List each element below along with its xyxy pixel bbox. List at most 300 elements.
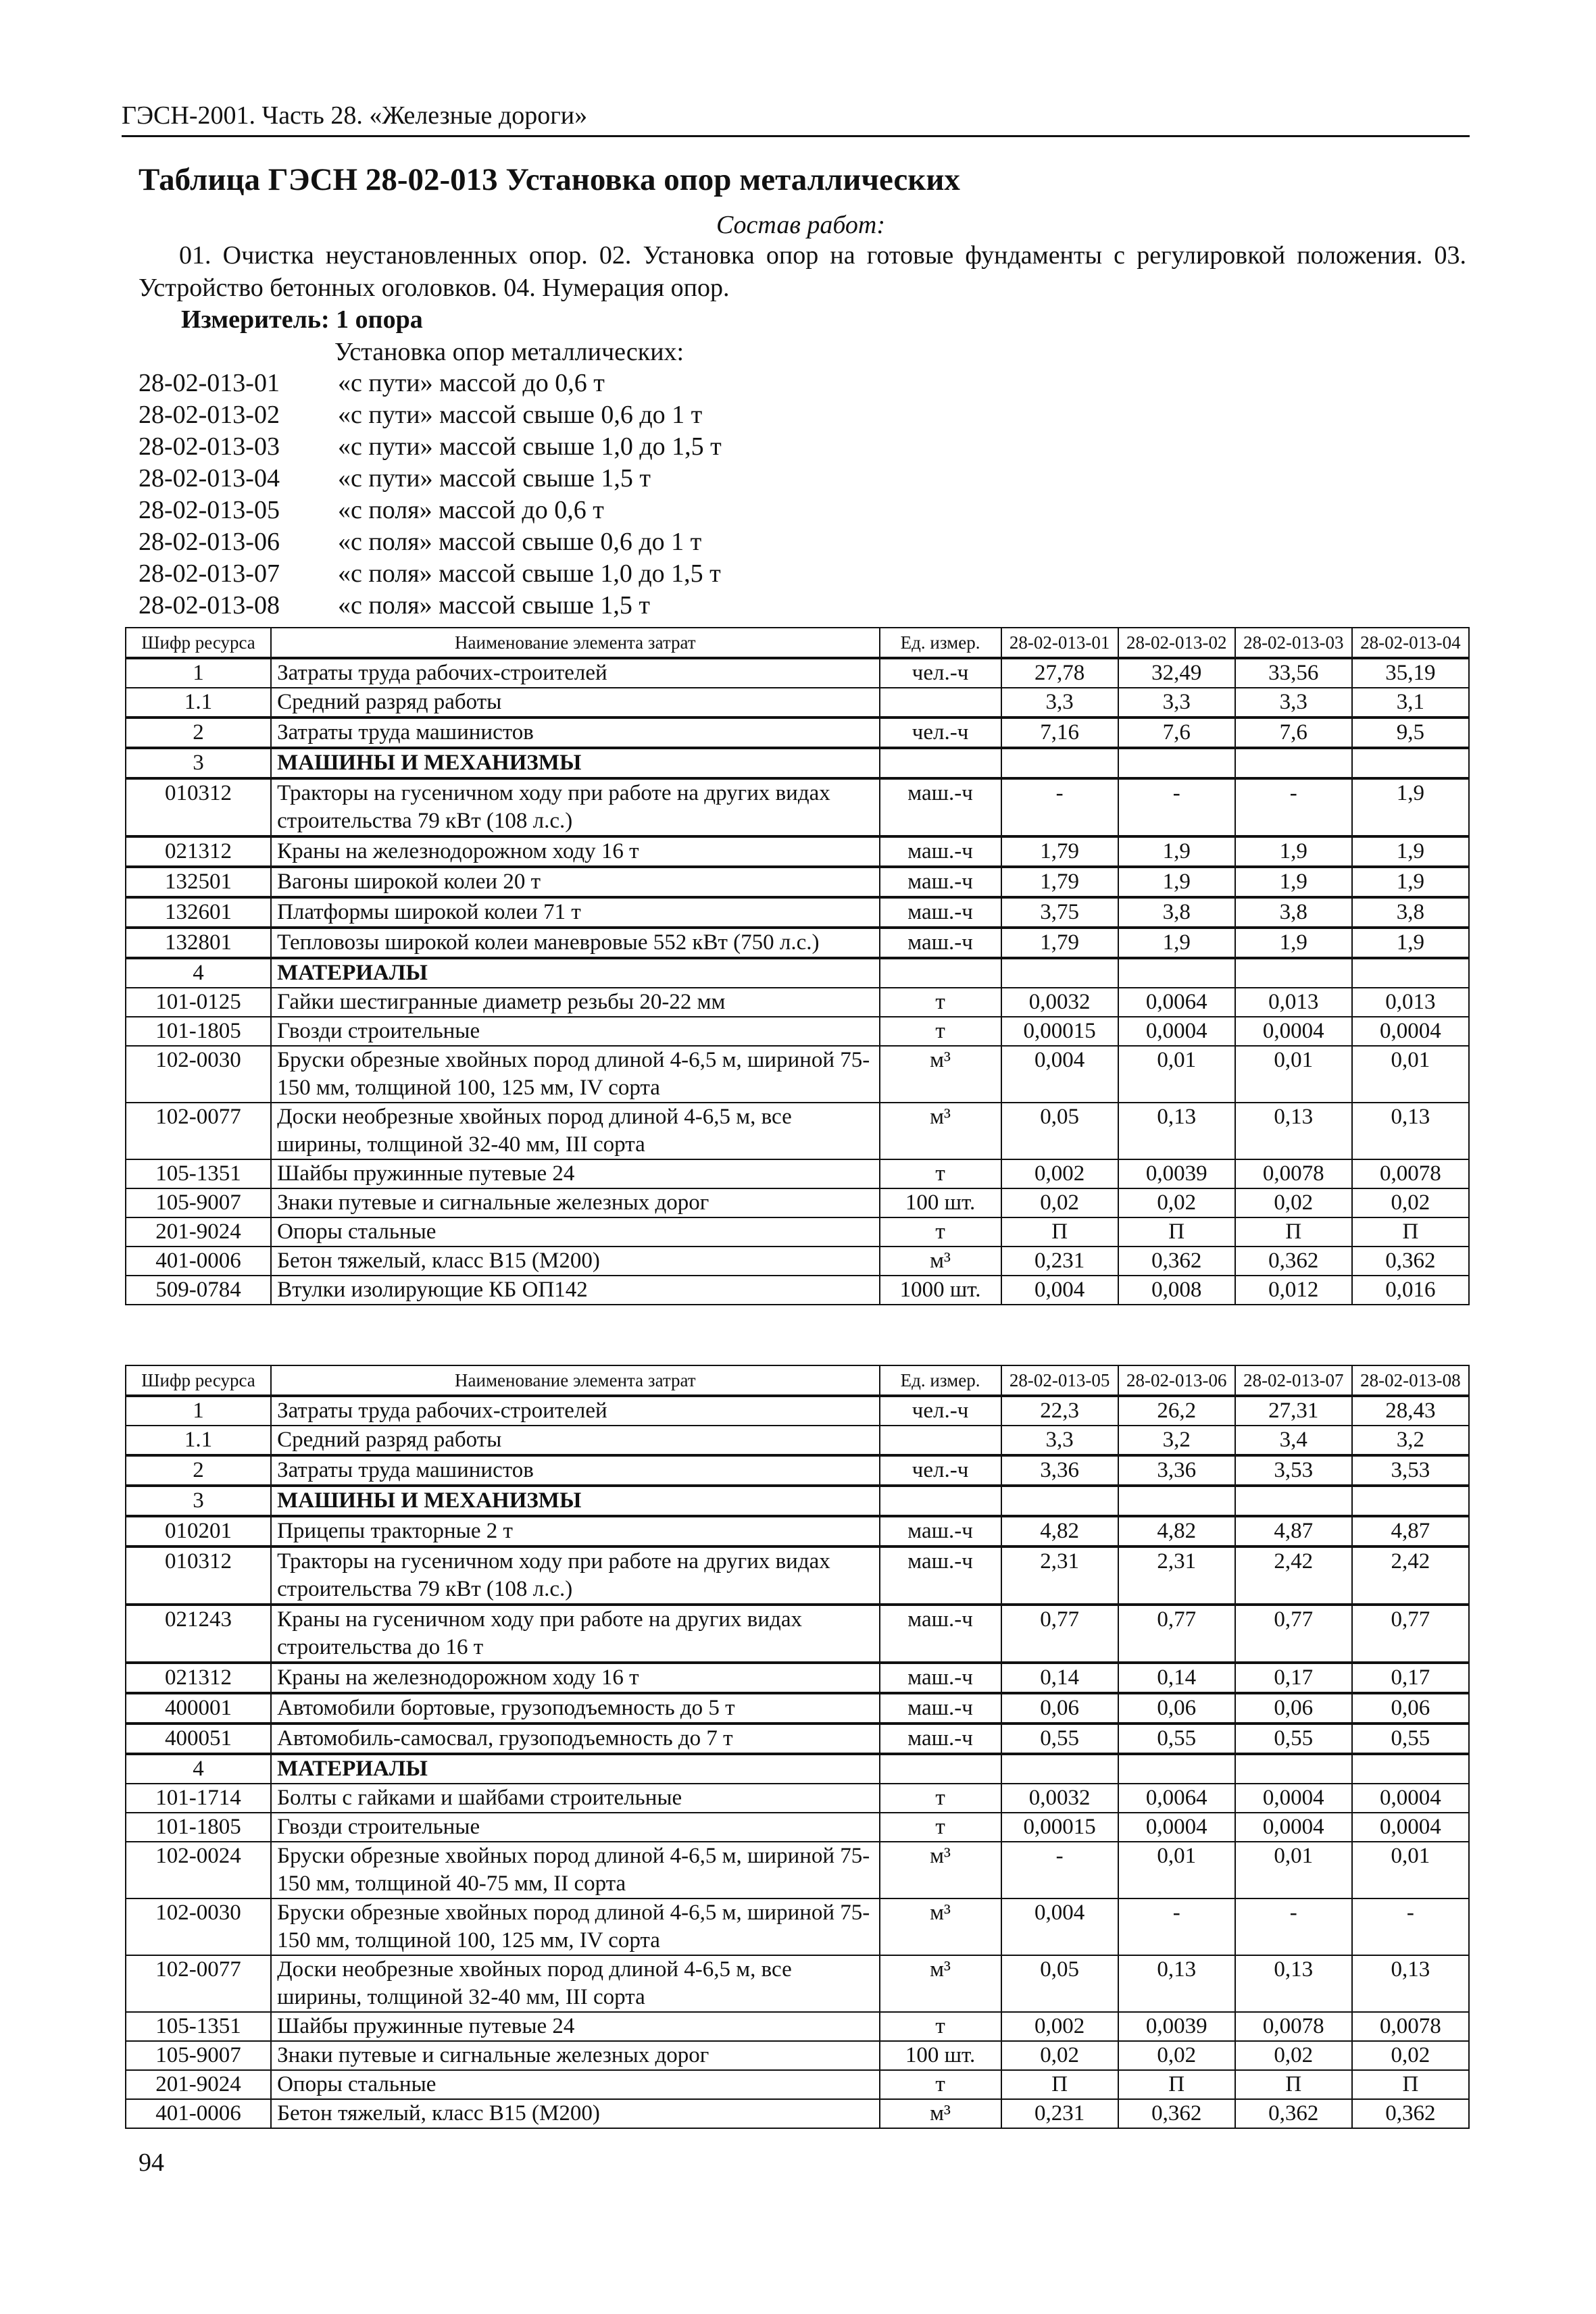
norm-value: 0,02 <box>1001 2041 1118 2070</box>
resource-code: 101-0125 <box>126 988 271 1017</box>
table-row <box>126 1188 1469 1217</box>
norm-value: 0,013 <box>1352 988 1469 1017</box>
resource-code: 010201 <box>126 1516 271 1546</box>
norm-value: 0,05 <box>1001 1955 1118 2012</box>
norm-code: 28-02-013-01 <box>139 369 280 397</box>
resource-name: Затраты труда машинистов <box>271 1455 879 1486</box>
resource-code: 4 <box>126 958 271 988</box>
norm-code: 28-02-013-06 <box>139 528 280 556</box>
resource-unit: т <box>880 1017 1001 1046</box>
norm-code-item <box>139 590 722 622</box>
resource-code: 3 <box>126 1486 271 1516</box>
resource-code: 102-0030 <box>126 1046 271 1103</box>
table-row <box>126 2012 1469 2041</box>
norm-value: 0,0032 <box>1001 988 1118 1017</box>
table-row <box>126 1813 1469 1842</box>
table-row <box>126 897 1469 928</box>
norm-value: - <box>1352 1898 1469 1955</box>
resource-unit: чел.-ч <box>880 1455 1001 1486</box>
resource-name: Гвозди строительные <box>271 1017 879 1046</box>
norm-value: 0,06 <box>1235 1693 1352 1724</box>
norm-value: 35,19 <box>1352 658 1469 688</box>
norm-value: 1,79 <box>1001 867 1118 897</box>
norm-value: 0,0039 <box>1118 2012 1235 2041</box>
norm-value: 0,0078 <box>1235 2012 1352 2041</box>
norm-value <box>1352 958 1469 988</box>
table-row <box>126 867 1469 897</box>
resource-name: Опоры стальные <box>271 2070 879 2099</box>
resource-unit: маш.-ч <box>880 1546 1001 1605</box>
resource-unit: чел.-ч <box>880 1396 1001 1426</box>
norm-value: 3,36 <box>1001 1455 1118 1486</box>
norm-description: «с поля» массой до 0,6 т <box>338 496 604 524</box>
norm-value: - <box>1235 778 1352 836</box>
resource-code: 3 <box>126 748 271 778</box>
resource-name: Знаки путевые и сигнальные железных дорог <box>271 1188 879 1217</box>
norm-code: 28-02-013-08 <box>139 591 280 620</box>
resource-code: 400051 <box>126 1724 271 1754</box>
resource-code: 102-0030 <box>126 1898 271 1955</box>
column-header-norm: 28-02-013-07 <box>1235 1365 1352 1396</box>
norm-value: 3,2 <box>1118 1426 1235 1455</box>
norm-value: 0,362 <box>1118 2099 1235 2128</box>
resource-code: 105-1351 <box>126 2012 271 2041</box>
norm-value: 22,3 <box>1001 1396 1118 1426</box>
resource-name: Затраты труда рабочих-строителей <box>271 658 879 688</box>
norm-value: 3,4 <box>1235 1426 1352 1455</box>
norm-value: 3,8 <box>1235 897 1352 928</box>
norm-value: 0,362 <box>1118 1247 1235 1276</box>
resource-code: 010312 <box>126 778 271 836</box>
resource-unit: т <box>880 988 1001 1017</box>
norm-value: 3,3 <box>1001 688 1118 718</box>
resource-unit: маш.-ч <box>880 1516 1001 1546</box>
resource-unit: м³ <box>880 1955 1001 2012</box>
table-body <box>126 1396 1469 2128</box>
norm-value: 0,0064 <box>1118 988 1235 1017</box>
resource-code: 101-1714 <box>126 1784 271 1813</box>
norm-value: 0,0032 <box>1001 1784 1118 1813</box>
column-header-norm: 28-02-013-08 <box>1352 1365 1469 1396</box>
norm-value: П <box>1235 2070 1352 2099</box>
column-header-name: Наименование элемента затрат <box>271 1365 879 1396</box>
norm-value: 0,02 <box>1001 1188 1118 1217</box>
norm-value: 0,0004 <box>1118 1017 1235 1046</box>
norm-value: П <box>1001 1217 1118 1247</box>
norm-value: 1,9 <box>1352 867 1469 897</box>
norm-value: 3,8 <box>1352 897 1469 928</box>
resource-code: 2 <box>126 718 271 748</box>
norm-value <box>1235 958 1352 988</box>
resource-unit: маш.-ч <box>880 928 1001 958</box>
norm-value: 0,004 <box>1001 1898 1118 1955</box>
resource-unit <box>880 748 1001 778</box>
table-row <box>126 1017 1469 1046</box>
table-row <box>126 1754 1469 1784</box>
norm-value: 2,42 <box>1235 1546 1352 1605</box>
resource-unit: м³ <box>880 1247 1001 1276</box>
norm-code-list <box>139 368 722 622</box>
norm-value: 32,49 <box>1118 658 1235 688</box>
running-header: ГЭСН-2001. Часть 28. «Железные дороги» <box>122 101 588 130</box>
resource-code: 1.1 <box>126 688 271 718</box>
resource-unit: 1000 шт. <box>880 1276 1001 1305</box>
norm-value: 0,77 <box>1352 1605 1469 1663</box>
norm-value: 3,2 <box>1352 1426 1469 1455</box>
norm-value: 7,16 <box>1001 718 1118 748</box>
norm-code-item <box>139 526 722 558</box>
norm-value: 3,3 <box>1118 688 1235 718</box>
resource-unit: т <box>880 2012 1001 2041</box>
norm-value: 0,0078 <box>1235 1159 1352 1188</box>
table-row <box>126 1396 1469 1426</box>
norm-value <box>1001 748 1118 778</box>
resource-name: Знаки путевые и сигнальные железных дорог <box>271 2041 879 2070</box>
norm-value: 0,06 <box>1001 1693 1118 1724</box>
norm-value: 0,0004 <box>1235 1017 1352 1046</box>
resource-unit: маш.-ч <box>880 836 1001 867</box>
resource-code: 132601 <box>126 897 271 928</box>
norm-value: 0,02 <box>1118 2041 1235 2070</box>
resource-code: 101-1805 <box>126 1017 271 1046</box>
table-row <box>126 658 1469 688</box>
resource-unit: маш.-ч <box>880 867 1001 897</box>
header-rule <box>122 135 1470 137</box>
norm-value: 3,75 <box>1001 897 1118 928</box>
norm-value: 0,00015 <box>1001 1017 1118 1046</box>
norm-value <box>1235 1754 1352 1784</box>
table-row <box>126 718 1469 748</box>
norm-value: 0,01 <box>1118 1046 1235 1103</box>
resource-name: Затраты труда рабочих-строителей <box>271 1396 879 1426</box>
norm-value: 4,82 <box>1118 1516 1235 1546</box>
norm-value: 2,42 <box>1352 1546 1469 1605</box>
resource-unit: м³ <box>880 2099 1001 2128</box>
resource-code: 105-1351 <box>126 1159 271 1188</box>
norm-value: 27,31 <box>1235 1396 1352 1426</box>
column-header-norm: 28-02-013-04 <box>1352 628 1469 658</box>
norm-code-item <box>139 495 722 526</box>
norm-value <box>1352 1486 1469 1516</box>
table-row <box>126 1955 1469 2012</box>
norm-value: 7,6 <box>1118 718 1235 748</box>
norm-value: П <box>1235 1217 1352 1247</box>
resource-unit: м³ <box>880 1103 1001 1159</box>
norm-value: 1,9 <box>1352 836 1469 867</box>
table-header-row <box>126 628 1469 658</box>
table-row <box>126 1247 1469 1276</box>
norm-value: 4,87 <box>1235 1516 1352 1546</box>
norm-value: 3,8 <box>1118 897 1235 928</box>
norm-value <box>1118 958 1235 988</box>
norm-value: 0,362 <box>1352 1247 1469 1276</box>
norm-value: 0,01 <box>1352 1046 1469 1103</box>
norm-value: 0,0078 <box>1352 1159 1469 1188</box>
norm-value: 0,14 <box>1001 1663 1118 1693</box>
norm-value: 0,55 <box>1001 1724 1118 1754</box>
resource-unit <box>880 1486 1001 1516</box>
resource-unit: маш.-ч <box>880 1605 1001 1663</box>
norm-value: - <box>1118 1898 1235 1955</box>
table-row <box>126 1046 1469 1103</box>
table-row <box>126 778 1469 836</box>
norm-value: 2,31 <box>1001 1546 1118 1605</box>
norm-value: 1,9 <box>1235 836 1352 867</box>
norm-value: 3,53 <box>1352 1455 1469 1486</box>
norm-value: 0,13 <box>1235 1103 1352 1159</box>
norm-value: 1,79 <box>1001 928 1118 958</box>
norm-value: 0,0004 <box>1235 1813 1352 1842</box>
resource-unit: т <box>880 1159 1001 1188</box>
norm-value: 7,6 <box>1235 718 1352 748</box>
column-header-name: Наименование элемента затрат <box>271 628 879 658</box>
resource-name: Тепловозы широкой колеи маневровые 552 кВт (750 л.с.) <box>271 928 879 958</box>
norm-value <box>1118 748 1235 778</box>
norm-code-item <box>139 558 722 590</box>
norm-value: 28,43 <box>1352 1396 1469 1426</box>
resource-name: Опоры стальные <box>271 1217 879 1247</box>
resource-name: Тракторы на гусеничном ходу при работе на других видах строительства 79 кВт (108 л.с.) <box>271 1546 879 1605</box>
resource-code: 1 <box>126 658 271 688</box>
resource-unit: т <box>880 1813 1001 1842</box>
norm-value: 0,02 <box>1235 1188 1352 1217</box>
resource-code: 401-0006 <box>126 1247 271 1276</box>
norm-description: «с пути» массой до 0,6 т <box>338 369 605 397</box>
table-row <box>126 1426 1469 1455</box>
norm-value: 0,002 <box>1001 1159 1118 1188</box>
table-title: Таблица ГЭСН 28-02-013 Установка опор металлических <box>139 162 960 197</box>
norm-value: 1,9 <box>1235 867 1352 897</box>
resource-unit: маш.-ч <box>880 1724 1001 1754</box>
resource-name: Бруски обрезные хвойных пород длиной 4-6,5 м, шириной 75-150 мм, толщиной 100, 125 мм, IV сорта <box>271 1046 879 1103</box>
norm-code-item <box>139 463 722 495</box>
resource-unit <box>880 688 1001 718</box>
norm-value: 0,01 <box>1118 1842 1235 1898</box>
page-number: 94 <box>139 2148 164 2177</box>
resource-code: 201-9024 <box>126 1217 271 1247</box>
resource-name: Доски необрезные хвойных пород длиной 4-6,5 м, все ширины, толщиной 32-40 мм, III сорта <box>271 1955 879 2012</box>
norm-value: 1,9 <box>1118 928 1235 958</box>
norm-value: 0,016 <box>1352 1276 1469 1305</box>
resource-unit: 100 шт. <box>880 1188 1001 1217</box>
norm-value: 0,00015 <box>1001 1813 1118 1842</box>
norm-value: 1,9 <box>1235 928 1352 958</box>
resource-code: 401-0006 <box>126 2099 271 2128</box>
norm-value: 0,14 <box>1118 1663 1235 1693</box>
table-row <box>126 1486 1469 1516</box>
norm-value: 0,55 <box>1235 1724 1352 1754</box>
norm-value: 0,17 <box>1235 1663 1352 1693</box>
norm-value <box>1352 748 1469 778</box>
norm-description: «с поля» массой свыше 1,5 т <box>338 591 650 620</box>
norm-value: 27,78 <box>1001 658 1118 688</box>
norm-value <box>1118 1754 1235 1784</box>
table-row <box>126 688 1469 718</box>
norm-value: 0,13 <box>1118 1955 1235 2012</box>
table-row <box>126 1605 1469 1663</box>
resource-unit: чел.-ч <box>880 718 1001 748</box>
norm-value: - <box>1235 1898 1352 1955</box>
resource-name: Шайбы пружинные путевые 24 <box>271 2012 879 2041</box>
norm-code: 28-02-013-02 <box>139 401 280 429</box>
table-header-row <box>126 1365 1469 1396</box>
norm-value: 2,31 <box>1118 1546 1235 1605</box>
column-header-norm: 28-02-013-02 <box>1118 628 1235 658</box>
resource-unit: м³ <box>880 1842 1001 1898</box>
norm-value: 0,02 <box>1352 1188 1469 1217</box>
norm-value: 4,87 <box>1352 1516 1469 1546</box>
norm-value <box>1001 1486 1118 1516</box>
norm-code: 28-02-013-03 <box>139 432 280 461</box>
resource-code: 1 <box>126 1396 271 1426</box>
norm-code: 28-02-013-04 <box>139 464 280 493</box>
composition-text: 01. Очистка неустановленных опор. 02. Установка опор на готовые фундаменты с регулировкой положения. 03. Устройство бетонных оголовков. 04. Нумерация опор. <box>139 241 1466 302</box>
norm-value <box>1001 1754 1118 1784</box>
norm-value: 0,06 <box>1352 1693 1469 1724</box>
norm-value: 0,231 <box>1001 1247 1118 1276</box>
column-header-norm: 28-02-013-06 <box>1118 1365 1235 1396</box>
column-header-unit: Ед. измер. <box>880 1365 1001 1396</box>
resource-code: 132801 <box>126 928 271 958</box>
norm-value: 0,231 <box>1001 2099 1118 2128</box>
resource-name: Бетон тяжелый, класс В15 (М200) <box>271 2099 879 2128</box>
norm-value: 0,362 <box>1235 2099 1352 2128</box>
table-row <box>126 1693 1469 1724</box>
resource-code: 1.1 <box>126 1426 271 1455</box>
table-body <box>126 658 1469 1305</box>
resource-code: 102-0077 <box>126 1955 271 2012</box>
norm-value: П <box>1352 2070 1469 2099</box>
resource-name: МАШИНЫ И МЕХАНИЗМЫ <box>271 1486 879 1516</box>
resource-name: Краны на гусеничном ходу при работе на других видах строительства до 16 т <box>271 1605 879 1663</box>
norm-code: 28-02-013-05 <box>139 496 280 524</box>
norm-value: 3,36 <box>1118 1455 1235 1486</box>
norm-value: 1,9 <box>1118 867 1235 897</box>
norm-value: 0,01 <box>1235 1842 1352 1898</box>
resource-unit: 100 шт. <box>880 2041 1001 2070</box>
norm-description: «с пути» массой свыше 0,6 до 1 т <box>338 401 703 429</box>
norm-value: 3,53 <box>1235 1455 1352 1486</box>
norm-value: 0,06 <box>1118 1693 1235 1724</box>
norm-value: 0,008 <box>1118 1276 1235 1305</box>
norm-value <box>1235 748 1352 778</box>
norm-value: 0,55 <box>1118 1724 1235 1754</box>
resource-unit <box>880 1754 1001 1784</box>
resource-name: Гайки шестигранные диаметр резьбы 20-22 мм <box>271 988 879 1017</box>
column-header-code: Шифр ресурса <box>126 628 271 658</box>
resource-name: Платформы широкой колеи 71 т <box>271 897 879 928</box>
resource-code: 102-0077 <box>126 1103 271 1159</box>
table-row <box>126 1784 1469 1813</box>
install-heading: Установка опор металлических: <box>334 338 684 366</box>
table-row <box>126 836 1469 867</box>
resource-name: МАТЕРИАЛЫ <box>271 958 879 988</box>
table-row <box>126 1546 1469 1605</box>
resource-name: Шайбы пружинные путевые 24 <box>271 1159 879 1188</box>
norm-value: 0,0004 <box>1235 1784 1352 1813</box>
resource-name: Бруски обрезные хвойных пород длиной 4-6,5 м, шириной 75-150 мм, толщиной 100, 125 мм, IV сорта <box>271 1898 879 1955</box>
resource-code: 509-0784 <box>126 1276 271 1305</box>
norm-value: 3,3 <box>1001 1426 1118 1455</box>
norm-value: 0,77 <box>1118 1605 1235 1663</box>
norm-value <box>1235 1486 1352 1516</box>
resource-unit: маш.-ч <box>880 778 1001 836</box>
measure-unit: Измеритель: 1 опора <box>181 305 423 334</box>
norm-value: 3,3 <box>1235 688 1352 718</box>
norm-value: 0,17 <box>1352 1663 1469 1693</box>
resource-code: 021243 <box>126 1605 271 1663</box>
table-row <box>126 1159 1469 1188</box>
resource-name: Доски необрезные хвойных пород длиной 4-6,5 м, все ширины, толщиной 32-40 мм, III сорта <box>271 1103 879 1159</box>
norm-value: 0,01 <box>1235 1046 1352 1103</box>
norm-value: 1,9 <box>1352 928 1469 958</box>
resource-name: Бруски обрезные хвойных пород длиной 4-6,5 м, шириной 75-150 мм, толщиной 40-75 мм, II сорта <box>271 1842 879 1898</box>
resource-code: 400001 <box>126 1693 271 1724</box>
column-header-code: Шифр ресурса <box>126 1365 271 1396</box>
norm-value: 0,77 <box>1235 1605 1352 1663</box>
resource-name: Прицепы тракторные 2 т <box>271 1516 879 1546</box>
norm-value: 0,55 <box>1352 1724 1469 1754</box>
resource-table-2 <box>125 1365 1470 2129</box>
resource-unit: чел.-ч <box>880 658 1001 688</box>
norm-value: П <box>1001 2070 1118 2099</box>
column-header-unit: Ед. измер. <box>880 628 1001 658</box>
norm-value: 0,004 <box>1001 1046 1118 1103</box>
resource-name: Автомобили бортовые, грузоподъемность до 5 т <box>271 1693 879 1724</box>
norm-value <box>1118 1486 1235 1516</box>
table-row <box>126 1898 1469 1955</box>
norm-code-item <box>139 368 722 399</box>
norm-value: П <box>1118 2070 1235 2099</box>
norm-value: - <box>1001 778 1118 836</box>
table-row <box>126 2041 1469 2070</box>
resource-unit: т <box>880 1217 1001 1247</box>
table-row <box>126 1516 1469 1546</box>
table-row <box>126 1103 1469 1159</box>
resource-name: Краны на железнодорожном ходу 16 т <box>271 836 879 867</box>
norm-value: 0,012 <box>1235 1276 1352 1305</box>
norm-value: 1,79 <box>1001 836 1118 867</box>
resource-code: 105-9007 <box>126 2041 271 2070</box>
norm-value: 0,013 <box>1235 988 1352 1017</box>
table-row <box>126 958 1469 988</box>
resource-code: 021312 <box>126 836 271 867</box>
resource-name: МАТЕРИАЛЫ <box>271 1754 879 1784</box>
norm-value: 0,77 <box>1001 1605 1118 1663</box>
resource-name: Автомобиль-самосвал, грузоподъемность до 7 т <box>271 1724 879 1754</box>
table-row <box>126 1276 1469 1305</box>
resource-unit: маш.-ч <box>880 1663 1001 1693</box>
norm-value: 1,9 <box>1352 778 1469 836</box>
norm-value: 4,82 <box>1001 1516 1118 1546</box>
norm-value: 0,0004 <box>1352 1017 1469 1046</box>
resource-code: 021312 <box>126 1663 271 1693</box>
norm-value: 0,02 <box>1235 2041 1352 2070</box>
table-row <box>126 928 1469 958</box>
norm-value: 0,05 <box>1001 1103 1118 1159</box>
resource-unit: м³ <box>880 1898 1001 1955</box>
resource-name: Краны на железнодорожном ходу 16 т <box>271 1663 879 1693</box>
resource-unit: м³ <box>880 1046 1001 1103</box>
norm-value: 0,0039 <box>1118 1159 1235 1188</box>
norm-value <box>1352 1754 1469 1784</box>
norm-code-item <box>139 431 722 463</box>
norm-description: «с поля» массой свыше 0,6 до 1 т <box>338 528 702 556</box>
norm-value: П <box>1118 1217 1235 1247</box>
table-row <box>126 1842 1469 1898</box>
resource-code: 2 <box>126 1455 271 1486</box>
norm-value: 3,1 <box>1352 688 1469 718</box>
